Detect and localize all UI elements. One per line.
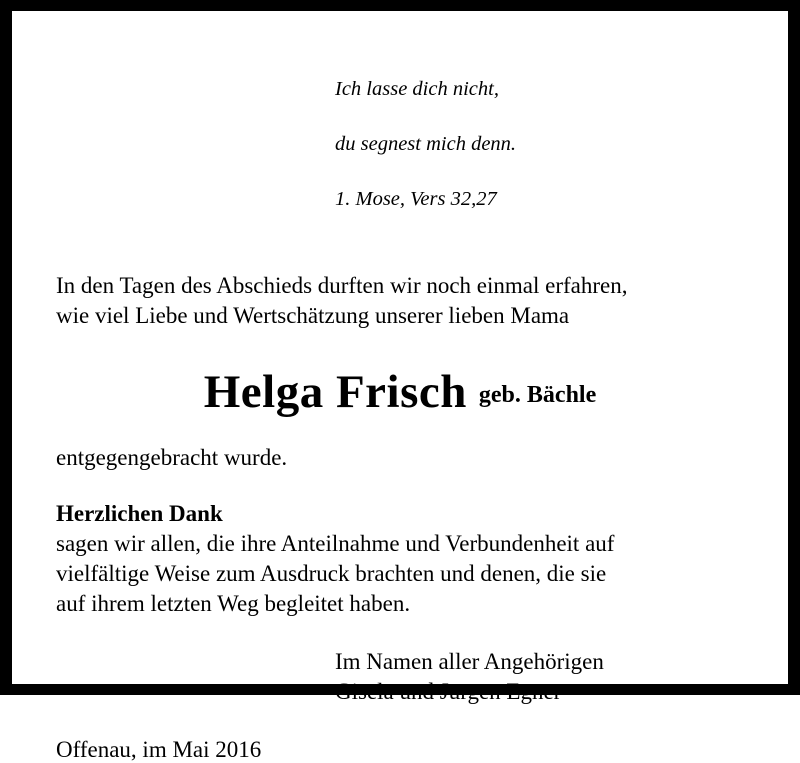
verse-line-1: Ich lasse dich nicht, [335,78,499,101]
thanks-line-2: vielfältige Weise zum Ausdruck brachten und denen, die sie [56,560,607,586]
signature-line-2: Gisela und Jürgen Egner [335,679,562,705]
thanks-line-1: sagen wir allen, die ihre Anteilnahme und Verbundenheit auf [56,531,615,557]
intro-paragraph [56,271,744,331]
verse-line-2: du segnest mich denn. [335,133,517,156]
deceased-maiden-name: geb. Bächle [478,382,597,409]
thanks-line-3: auf ihrem letzten Weg begleitet haben. [56,590,411,616]
verse-reference: 1. Mose, Vers 32,27 [335,188,497,211]
thanks-heading: Herzlichen Dank [56,501,223,527]
place-and-date: Offenau, im Mai 2016 [56,737,262,763]
signature-block [335,647,744,708]
deceased-name-block [56,365,744,419]
after-name-text: entgegengebracht wurde. [56,445,288,471]
thanks-paragraph [56,529,744,619]
obituary-card [12,11,788,763]
signature-line-1: Im Namen aller Angehörigen [335,648,604,674]
intro-line-2: wie viel Liebe und Wertschätzung unserer lieben Mama [56,303,570,329]
deceased-name: Helga Frisch [203,366,467,419]
bible-verse-block [335,49,744,241]
intro-line-1: In den Tagen des Abschieds durften wir noch einmal erfahren, [56,273,628,299]
